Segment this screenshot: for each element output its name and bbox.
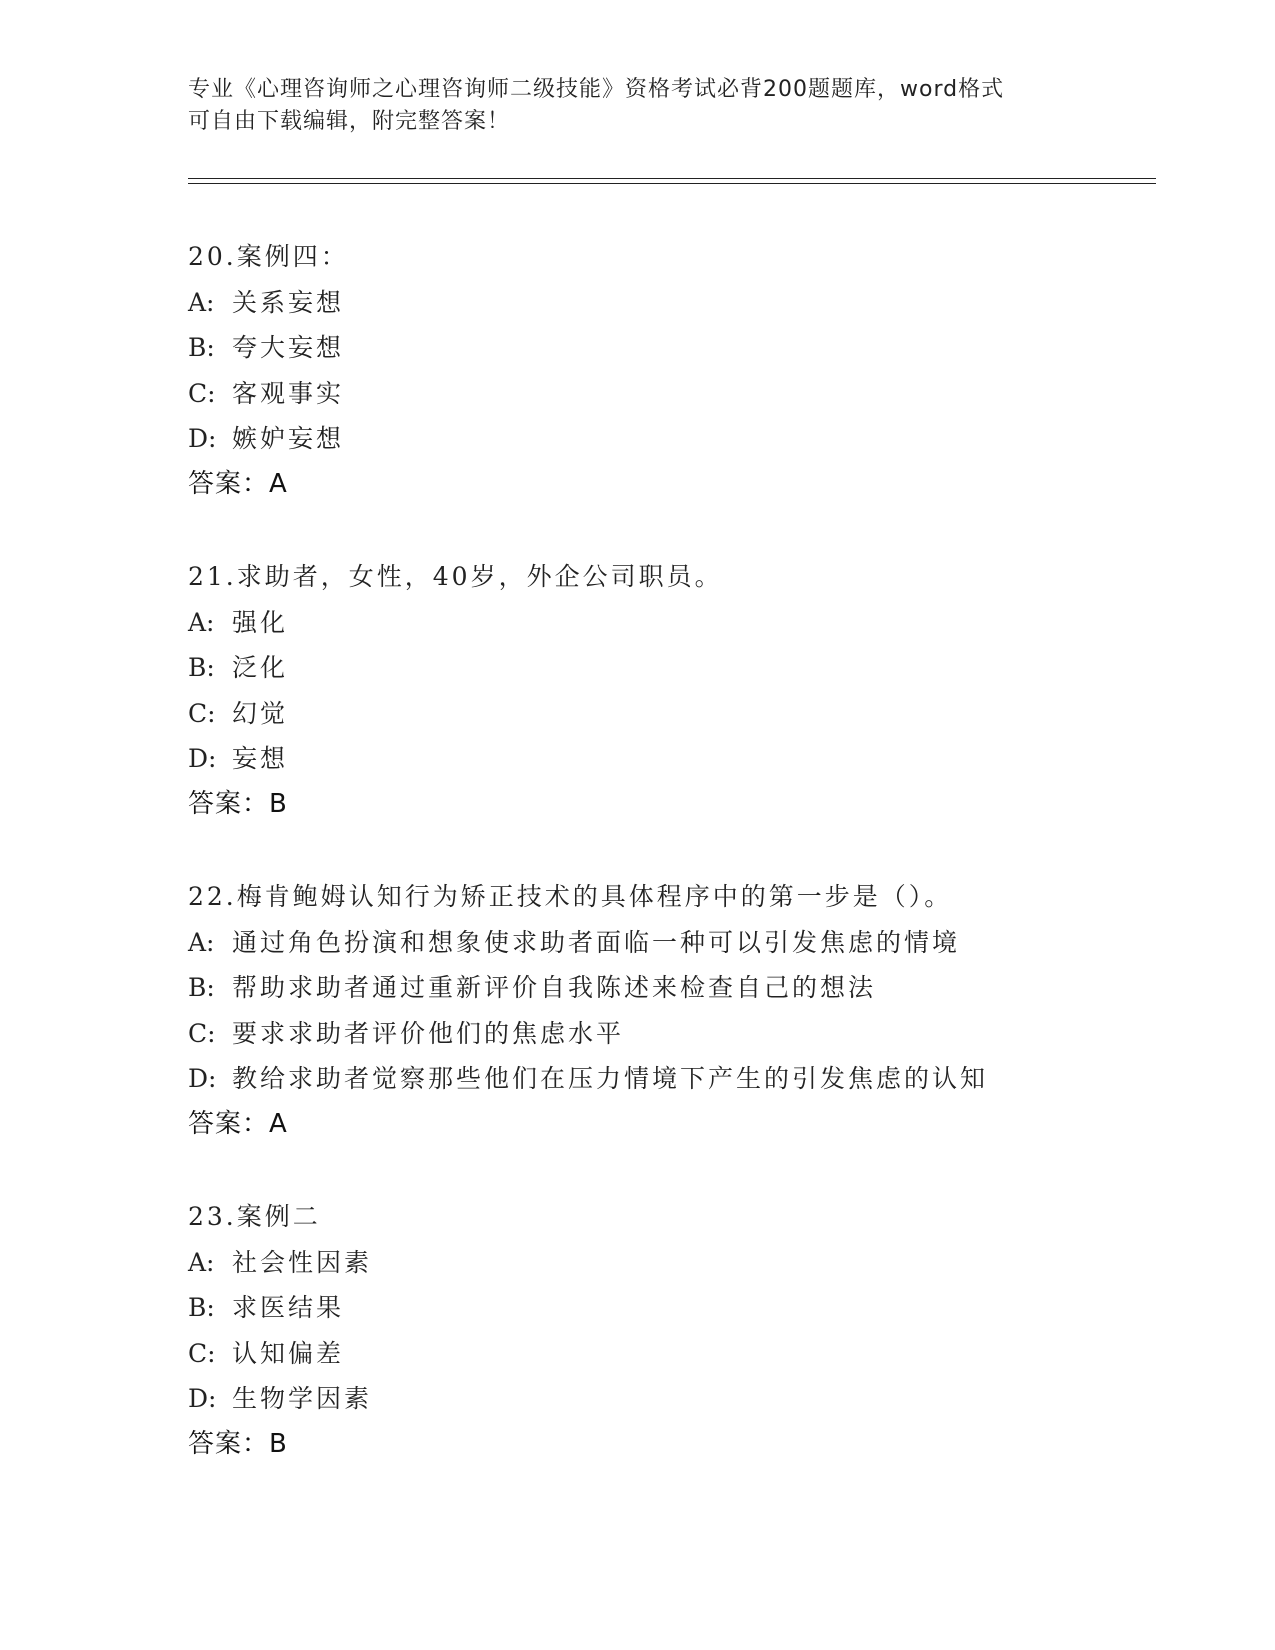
option-text: 帮助求助者通过重新评价自我陈述来检查自己的想法 — [232, 973, 877, 1002]
question-block — [188, 554, 1138, 827]
option-text: 社会性因素 — [232, 1247, 373, 1277]
option-letter: D: — [188, 424, 217, 453]
option-text: 要求求助者评价他们的焦虑水平 — [232, 1018, 625, 1048]
question-stem: 23.案例二 — [188, 1202, 321, 1231]
header-line-1: 专业《心理咨询师之心理咨询师二级技能》资格考试必背200题题库，word格式 — [188, 77, 1005, 102]
option-d — [188, 736, 1138, 782]
option-a — [188, 600, 1138, 646]
option-letter: D: — [188, 1384, 217, 1413]
option-letter: D: — [188, 1064, 217, 1093]
option-text: 关系妄想 — [232, 287, 345, 317]
option-text: 教给求助者觉察那些他们在压力情境下产生的引发焦虑的认知 — [232, 1064, 989, 1093]
option-c — [188, 1331, 1138, 1377]
option-text: 强化 — [232, 607, 289, 637]
answer-line: 答案：B — [188, 788, 288, 819]
option-text: 生物学因素 — [232, 1384, 373, 1413]
option-letter: D: — [188, 744, 217, 773]
option-d — [188, 1056, 1138, 1102]
answer-line: 答案：A — [188, 1108, 288, 1139]
option-text: 求医结果 — [232, 1293, 345, 1322]
question-stem: 21.求助者，女性，40岁，外企公司职员。 — [188, 562, 723, 591]
question-block — [188, 874, 1138, 1147]
option-letter: C: — [188, 1338, 216, 1368]
option-letter: A: — [188, 287, 215, 317]
option-a — [188, 920, 1138, 966]
option-text: 客观事实 — [232, 378, 345, 408]
option-letter: C: — [188, 378, 216, 408]
option-a — [188, 280, 1138, 326]
option-text: 幻觉 — [232, 698, 289, 728]
header-line-2: 可自由下载编辑，附完整答案！ — [188, 109, 511, 134]
answer-line: 答案：B — [188, 1428, 288, 1459]
header-divider-bottom — [188, 183, 1156, 184]
option-text: 夸大妄想 — [232, 333, 345, 362]
option-letter: A: — [188, 607, 215, 637]
question-stem: 22.梅肯鲍姆认知行为矫正技术的具体程序中的第一步是（）。 — [188, 882, 953, 911]
option-b — [188, 965, 1138, 1011]
option-letter: A: — [188, 1247, 215, 1277]
option-letter: C: — [188, 698, 216, 728]
option-letter: B: — [188, 653, 215, 682]
option-a — [188, 1240, 1138, 1286]
option-c — [188, 371, 1138, 417]
option-b — [188, 645, 1138, 691]
option-text: 认知偏差 — [232, 1338, 345, 1368]
option-letter: A: — [188, 927, 215, 957]
option-letter: B: — [188, 973, 215, 1002]
question-block — [188, 234, 1138, 507]
option-letter: B: — [188, 1293, 215, 1322]
answer-line: 答案：A — [188, 468, 288, 499]
option-text: 通过角色扮演和想象使求助者面临一种可以引发焦虑的情境 — [232, 927, 961, 957]
option-text: 嫉妒妄想 — [232, 424, 345, 453]
question-block — [188, 1194, 1138, 1467]
option-c — [188, 1011, 1138, 1057]
option-b — [188, 1285, 1138, 1331]
option-c — [188, 691, 1138, 737]
option-b — [188, 325, 1138, 371]
option-letter: C: — [188, 1018, 216, 1048]
option-text: 泛化 — [232, 653, 289, 682]
document-header — [188, 74, 1088, 138]
option-d — [188, 1376, 1138, 1422]
option-text: 妄想 — [232, 744, 289, 773]
option-letter: B: — [188, 333, 215, 362]
option-d — [188, 416, 1138, 462]
header-divider-top — [188, 178, 1156, 179]
question-stem: 20.案例四： — [188, 242, 349, 271]
